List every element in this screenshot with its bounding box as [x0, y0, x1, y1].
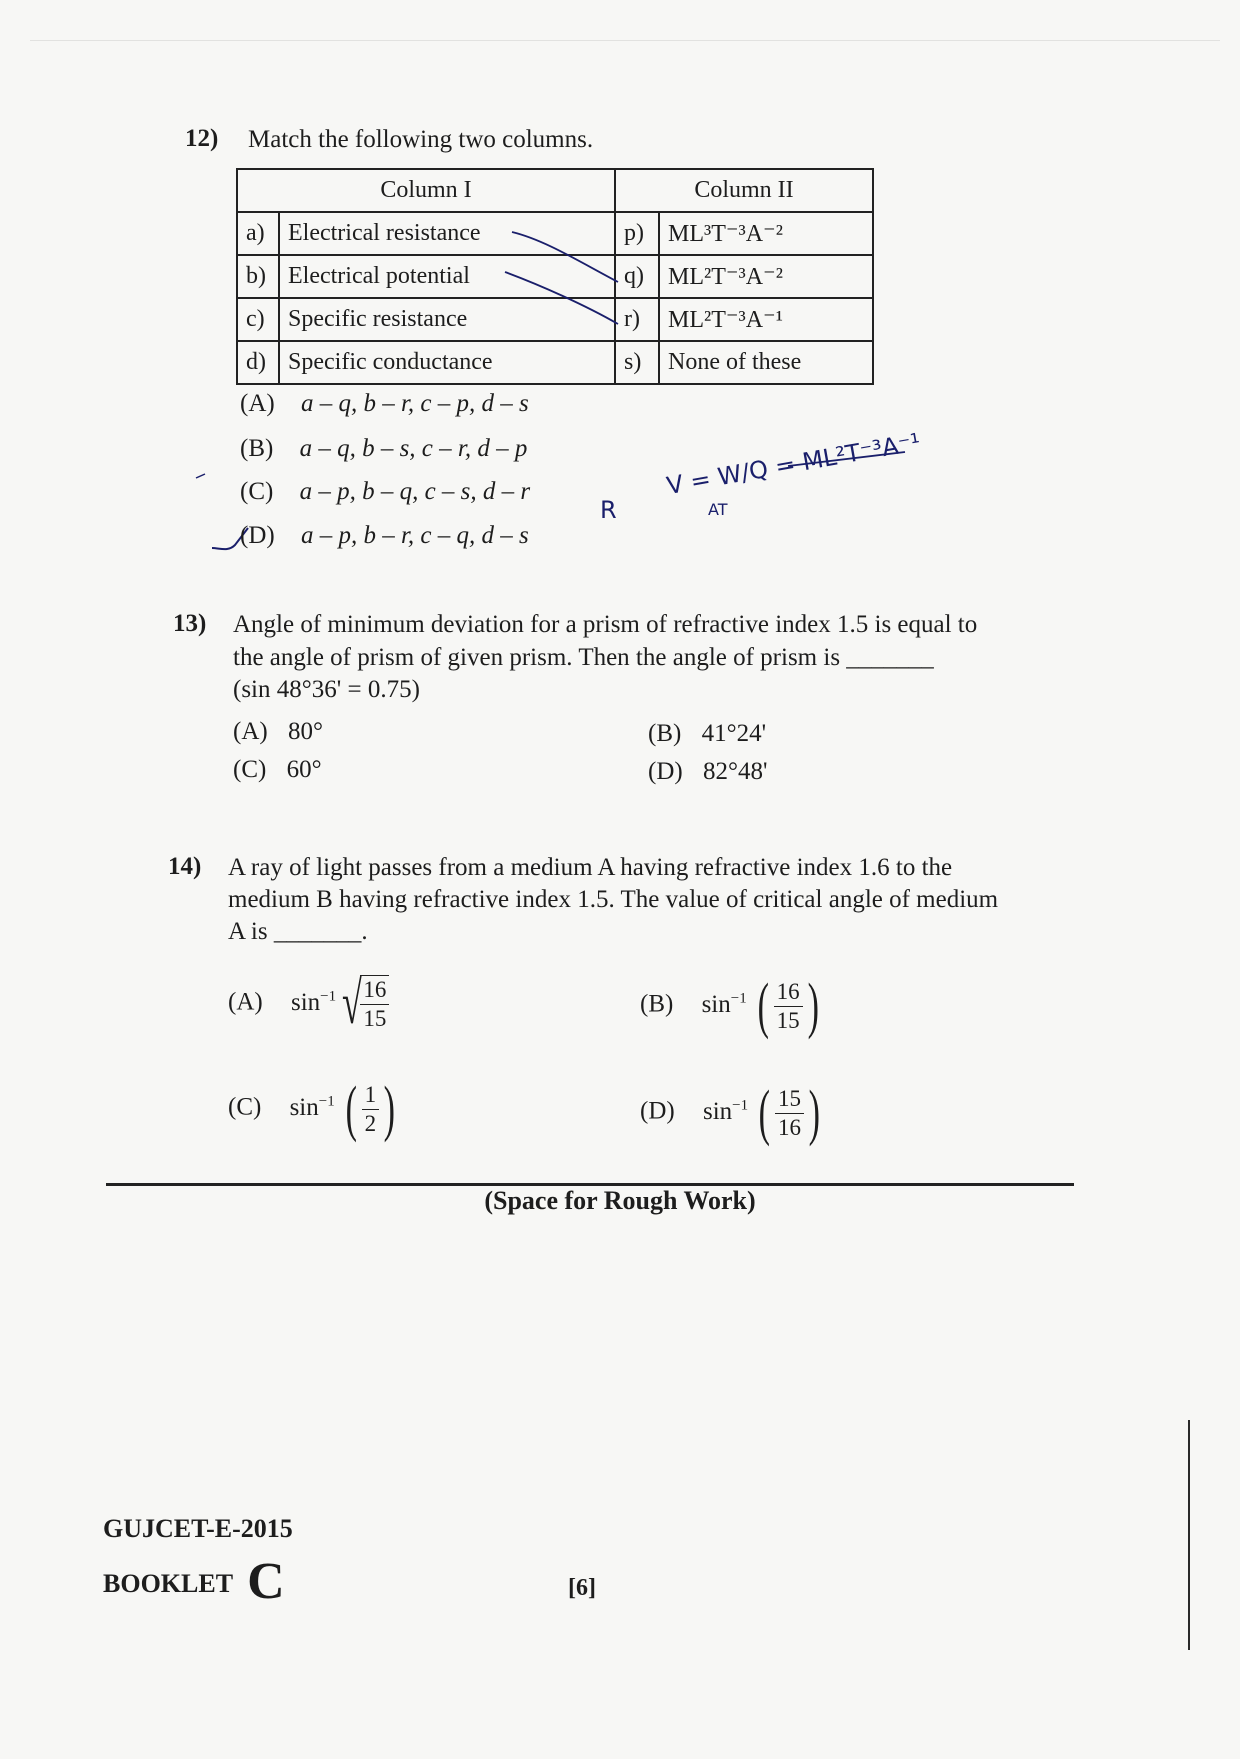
row-dimension: ML²T⁻³A⁻¹ [659, 298, 873, 341]
handwritten-denominator: AT [708, 500, 728, 519]
question-12-text: Match the following two columns. [248, 126, 594, 153]
page-number: [6] [568, 1575, 596, 1601]
right-paren-icon: ) [807, 972, 819, 1040]
numerator: 16 [774, 978, 803, 1007]
fraction [360, 975, 389, 1033]
option-label: (A) [233, 718, 268, 745]
option-text: 41°24' [701, 720, 767, 747]
row-quantity: Specific resistance [279, 298, 615, 341]
option-a [240, 390, 529, 418]
option-label: (C) [233, 756, 267, 783]
question-14-line-1: A ray of light passes from a medium A having refractive index 1.6 to the [228, 854, 953, 881]
row-quantity: Specific conductance [279, 341, 615, 384]
question-13-line-2: the angle of prism of given prism. Then the angle of prism is _______ [233, 644, 934, 671]
numerator: 16 [360, 976, 389, 1005]
option-label: (D) [640, 1097, 675, 1125]
option-d [640, 1079, 825, 1147]
exam-code: GUJCET-E-2015 [103, 1514, 293, 1543]
question-13-line-1: Angle of minimum deviation for a prism of refractive index 1.5 is equal to [233, 611, 978, 638]
booklet-code: C [247, 1553, 285, 1610]
square-root [342, 970, 389, 1036]
question-14-line-2: medium B having refractive index 1.5. The value of critical angle of medium [228, 886, 999, 913]
option-label: (B) [640, 990, 674, 1018]
option-b [648, 720, 766, 748]
right-paren-icon: ) [808, 1079, 821, 1147]
column-2-header: Column II [615, 169, 873, 212]
denominator: 15 [363, 1006, 387, 1031]
handwritten-annotations [0, 0, 1240, 560]
question-14-line-3: A is _______. [228, 918, 368, 945]
numerator: 15 [775, 1085, 804, 1114]
option-text: a – q, b – s, c – r, d – p [299, 435, 528, 462]
row-label: d) [237, 341, 279, 384]
option-label: (A) [228, 988, 263, 1016]
booklet-text: BOOKLET [103, 1569, 233, 1598]
question-12-number: 12) [185, 125, 219, 152]
handwritten-mark: R [600, 496, 617, 524]
sin-label: sin [289, 1093, 319, 1121]
inverse-superscript: −1 [318, 1093, 335, 1110]
option-label: (D) [648, 758, 683, 785]
row-quantity: Electrical resistance [279, 212, 615, 255]
option-label: (B) [648, 720, 682, 747]
inverse-superscript: −1 [732, 1097, 749, 1114]
booklet-label [103, 1552, 285, 1611]
sin-label: sin [701, 990, 731, 1018]
option-text: 60° [286, 756, 322, 783]
row-label: a) [237, 212, 279, 255]
option-a [228, 970, 389, 1036]
row-quantity: Electrical potential [279, 255, 615, 298]
option-c [240, 478, 530, 506]
fraction [362, 1081, 380, 1138]
option-text: a – q, b – r, c – p, d – s [300, 390, 529, 417]
option-label: (B) [240, 435, 274, 462]
row-label: b) [237, 255, 279, 298]
row-label: c) [237, 298, 279, 341]
numerator: 1 [362, 1081, 380, 1110]
option-text: 80° [287, 718, 323, 745]
fraction [775, 1085, 804, 1142]
row-key: s) [615, 341, 659, 384]
question-13-line-3: (sin 48°36' = 0.75) [233, 676, 420, 703]
option-c [233, 756, 322, 784]
option-text: 82°48' [702, 758, 768, 785]
radical-icon: √ [342, 970, 363, 1036]
denominator: 15 [776, 1007, 800, 1033]
right-paren-icon: ) [383, 1075, 396, 1143]
denominator: 2 [364, 1110, 377, 1136]
option-label: (C) [228, 1093, 262, 1121]
option-text: a – p, b – r, c – q, d – s [300, 522, 529, 549]
denominator: 16 [778, 1114, 802, 1140]
option-a [233, 718, 323, 746]
rough-work-label: (Space for Rough Work) [484, 1186, 756, 1215]
handwritten-formula: V = W/Q = ML²T⁻³A⁻¹ [664, 427, 923, 501]
option-d [648, 758, 767, 786]
fraction [774, 978, 803, 1035]
margin-rule [1188, 1420, 1190, 1650]
sin-label: sin [702, 1097, 733, 1125]
option-b [640, 972, 823, 1040]
inverse-superscript: −1 [320, 988, 337, 1005]
row-key: r) [615, 298, 659, 341]
option-label: (D) [240, 522, 275, 549]
option-label: (A) [240, 390, 275, 417]
option-c [228, 1075, 400, 1143]
question-14-number: 14) [168, 853, 202, 880]
column-1-header: Column I [237, 169, 615, 212]
row-key: q) [615, 255, 659, 298]
option-d [240, 522, 529, 550]
left-paren-icon: ( [757, 972, 769, 1040]
inverse-superscript: −1 [730, 990, 747, 1007]
row-dimension: ML³T⁻³A⁻² [659, 212, 873, 255]
option-label: (C) [240, 478, 274, 505]
option-text: a – p, b – q, c – s, d – r [299, 478, 531, 505]
sin-label: sin [290, 988, 321, 1016]
option-b [240, 435, 527, 463]
row-key: p) [615, 212, 659, 255]
question-13-number: 13) [173, 610, 207, 637]
left-paren-icon: ( [759, 1079, 771, 1147]
row-dimension: None of these [659, 341, 873, 384]
left-paren-icon: ( [345, 1075, 357, 1143]
row-dimension: ML²T⁻³A⁻² [659, 255, 873, 298]
